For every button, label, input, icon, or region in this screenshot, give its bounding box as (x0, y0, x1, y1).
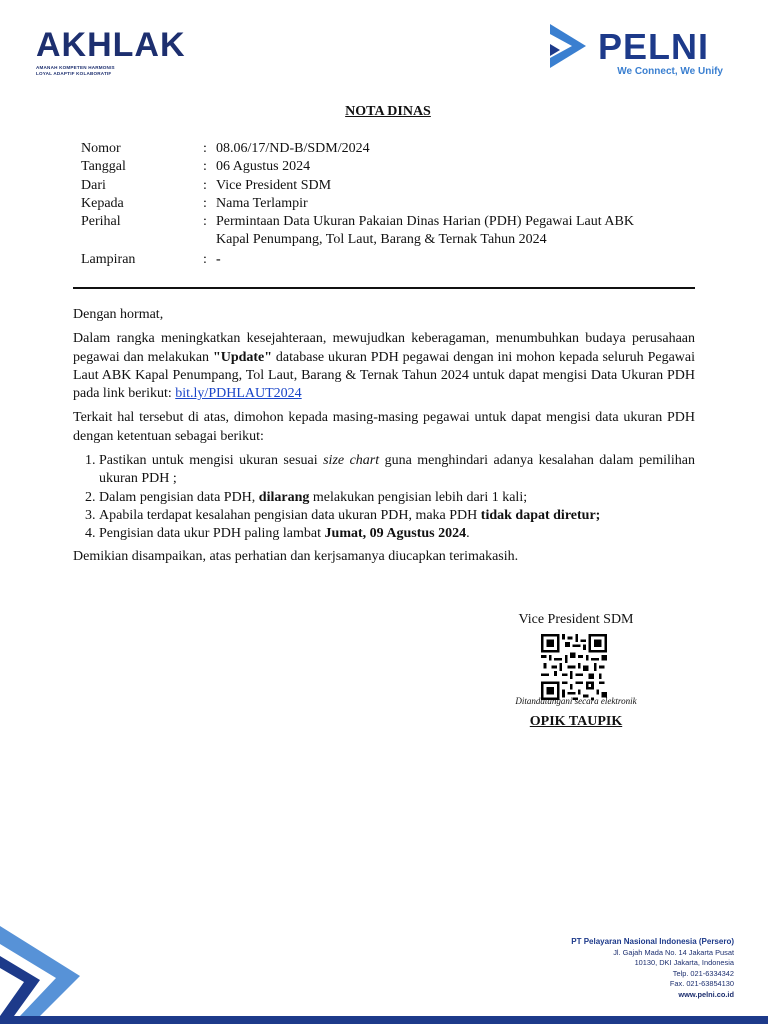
pelni-logo (546, 20, 722, 84)
akhlak-tagline-1: AMANAH KOMPETEN HARMONIS (36, 65, 115, 70)
meta-label: Kepada (81, 195, 124, 211)
pelni-logo-text: PELNI (598, 26, 710, 67)
akhlak-logo (36, 26, 186, 77)
meta-label: Dari (81, 177, 106, 193)
list-item-bold: tidak dapat diretur; (480, 507, 601, 523)
list-item (99, 507, 695, 525)
greeting: Dengan hormat, (73, 307, 164, 322)
qr-code-icon (541, 634, 607, 700)
address-line-2: 10130, DKI Jakarta, Indonesia (634, 958, 734, 968)
akhlak-tagline-2: LOYAL ADAPTIF KOLABORATIF (36, 71, 112, 76)
meta-colon: : (203, 195, 207, 211)
meta-colon: : (203, 214, 207, 230)
list-item (99, 452, 695, 489)
meta-value (216, 213, 701, 250)
signatory-name: OPIK TAUPIK (529, 714, 623, 729)
meta-row-lampiran (81, 251, 701, 269)
company-name: PT Pelayaran Nasional Indonesia (Persero) (571, 937, 734, 946)
signatory-title: Vice President SDM (518, 612, 634, 627)
paragraph-1 (73, 330, 695, 403)
list-item-text: Pengisian data ukur PDH paling lambat (99, 526, 325, 542)
company-contact-block (494, 937, 734, 1001)
list-item-text: . (466, 526, 470, 542)
e-signature-note: Ditandatangani secara elektronik (515, 696, 637, 706)
meta-colon: : (203, 141, 207, 156)
meta-row-nomor (81, 140, 701, 158)
list-item (99, 489, 695, 507)
list-item-text: Apabila terdapat kesalahan pengisian data ukuran PDH, maka PDH (99, 507, 481, 523)
perihal-line-1: Permintaan Data Ukuran Pakaian Dinas Harian (PDH) Pegawai Laut ABK (216, 214, 634, 230)
meta-colon: : (203, 177, 207, 193)
document-title: NOTA DINAS (345, 104, 431, 119)
meta-value: - (216, 251, 221, 267)
meta-colon: : (203, 159, 207, 175)
meta-value: Vice President SDM (216, 177, 332, 193)
akhlak-logo-text: AKHLAK (36, 26, 186, 64)
perihal-line-2: Kapal Penumpang, Tol Laut, Barang & Ternak Tahun 2024 (216, 232, 547, 248)
list-item-emphasis: size chart (323, 453, 380, 469)
footer-chevron-decoration (0, 916, 160, 1016)
meta-row-kepada (81, 195, 701, 213)
list-item (99, 525, 695, 543)
requirements-list (73, 452, 695, 543)
meta-label: Tanggal (81, 159, 126, 175)
list-item-text: Pastikan untuk mengisi ukuran sesuai (99, 453, 324, 469)
pelni-arrow-icon (546, 20, 596, 80)
form-link[interactable]: bit.ly/PDHLAUT2024 (175, 386, 302, 402)
meta-row-perihal (81, 213, 701, 250)
header-divider (73, 287, 695, 289)
address-line-1: Jl. Gajah Mada No. 14 Jakarta Pusat (613, 947, 734, 957)
list-item-text: Dalam pengisian data PDH, (99, 489, 259, 505)
meta-value: Nama Terlampir (216, 195, 308, 211)
meta-label: Lampiran (81, 251, 136, 267)
list-item-bold: dilarang (258, 489, 310, 505)
paragraph-1-text-a: Dalam rangka meningkatkan kesejahteraan, mewujudkan keberagaman, menumbuhkan budaya perusahaan pegawai dan melakukan (73, 331, 695, 365)
memo-metadata (81, 140, 701, 269)
closing-remark: Demikian disampaikan, atas perhatian dan kerjsamanya diucapkan terimakasih. (73, 548, 519, 564)
fax-number: Fax. 021-63854130 (669, 979, 734, 989)
meta-label: Nomor (81, 141, 121, 156)
website: www.pelni.co.id (678, 989, 734, 999)
meta-label: Perihal (81, 214, 121, 230)
list-item-text: melakukan pengisian lebih dari 1 kali; (309, 489, 528, 505)
meta-row-tanggal (81, 158, 701, 176)
paragraph-2: Terkait hal tersebut di atas, dimohon kepada masing-masing pegawai untuk dapat mengisi data ukuran PDH dengan ketentuan sebagai berikut: (73, 410, 695, 444)
paragraph-1-text-b: database ukuran PDH pegawai dengan ini mohon kepada seluruh Pegawai Laut ABK Kapal Penumpang, Tol Laut, Barang & Ternak Tahun 2024 untuk dapat mengisi Data Ukuran PDH pada link berikut: (73, 349, 695, 402)
phone-number: Telp. 021-6334342 (672, 968, 734, 978)
meta-row-dari (81, 177, 701, 195)
meta-value: 08.06/17/ND-B/SDM/2024 (216, 141, 370, 156)
list-item-text: guna menghindari adanya kesalahan dalam pemilihan ukuran PDH ; (99, 453, 695, 487)
meta-colon: : (203, 251, 207, 267)
pelni-tagline: We Connect, We Unify (617, 66, 723, 77)
update-keyword: "Update" (212, 349, 273, 365)
list-item-bold: Jumat, 09 Agustus 2024 (324, 526, 467, 542)
footer-bar (0, 1016, 768, 1024)
meta-value: 06 Agustus 2024 (216, 159, 311, 175)
memo-body (73, 306, 695, 566)
